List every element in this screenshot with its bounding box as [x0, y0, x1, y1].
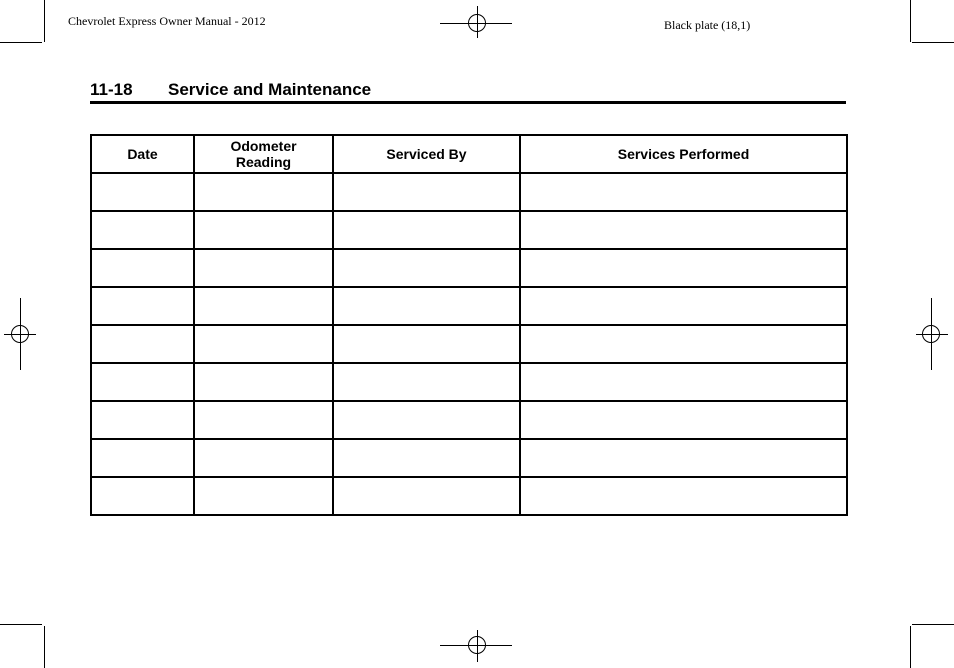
date-cell [91, 249, 194, 287]
odometer-cell [194, 363, 333, 401]
date-cell [91, 325, 194, 363]
crop-mark-top-right-vertical [910, 0, 911, 42]
services-performed-cell [520, 249, 847, 287]
date-cell [91, 211, 194, 249]
serviced-by-cell [333, 363, 520, 401]
table-header-row [91, 135, 847, 173]
table-row [91, 325, 847, 363]
table-row [91, 477, 847, 515]
manual-title: Chevrolet Express Owner Manual - 2012 [68, 14, 266, 28]
column-header-serviced-by: Serviced By [333, 135, 520, 173]
column-header-date: Date [91, 135, 194, 173]
odometer-cell [194, 401, 333, 439]
serviced-by-cell [333, 325, 520, 363]
services-performed-cell [520, 211, 847, 249]
crop-mark-bottom-left-vertical [44, 626, 45, 668]
date-cell [91, 439, 194, 477]
date-cell [91, 173, 194, 211]
odometer-cell [194, 325, 333, 363]
heading-rule [90, 101, 846, 104]
table-row [91, 287, 847, 325]
crop-mark-bottom-left-horizontal [0, 624, 42, 625]
serviced-by-cell [333, 173, 520, 211]
table-row [91, 211, 847, 249]
serviced-by-cell [333, 287, 520, 325]
odometer-cell [194, 211, 333, 249]
table-row [91, 439, 847, 477]
services-performed-cell [520, 173, 847, 211]
services-performed-cell [520, 363, 847, 401]
odometer-cell [194, 173, 333, 211]
table-row [91, 401, 847, 439]
serviced-by-cell [333, 211, 520, 249]
crop-mark-bottom-right-horizontal [912, 624, 954, 625]
services-performed-cell [520, 325, 847, 363]
crop-mark-top-right-horizontal [912, 42, 954, 43]
page-heading [90, 80, 846, 100]
services-performed-cell [520, 401, 847, 439]
odometer-cell [194, 287, 333, 325]
serviced-by-cell [333, 477, 520, 515]
maintenance-record-table [90, 134, 848, 516]
date-cell [91, 363, 194, 401]
table-row [91, 363, 847, 401]
table-row [91, 249, 847, 287]
serviced-by-cell [333, 439, 520, 477]
odometer-cell [194, 249, 333, 287]
section-title: Service and Maintenance [168, 80, 372, 99]
column-header-odometer-reading: Odometer Reading [194, 135, 333, 173]
plate-label: Black plate (18,1) [664, 18, 751, 32]
serviced-by-cell [333, 401, 520, 439]
services-performed-cell [520, 287, 847, 325]
column-header-services-performed: Services Performed [520, 135, 847, 173]
crop-mark-bottom-right-vertical [910, 626, 911, 668]
page-number: 11-18 [90, 80, 133, 99]
serviced-by-cell [333, 249, 520, 287]
table-row [91, 173, 847, 211]
date-cell [91, 287, 194, 325]
crop-mark-top-left-vertical [44, 0, 45, 42]
odometer-cell [194, 477, 333, 515]
date-cell [91, 401, 194, 439]
date-cell [91, 477, 194, 515]
services-performed-cell [520, 477, 847, 515]
odometer-cell [194, 439, 333, 477]
services-performed-cell [520, 439, 847, 477]
crop-mark-top-left-horizontal [0, 42, 42, 43]
